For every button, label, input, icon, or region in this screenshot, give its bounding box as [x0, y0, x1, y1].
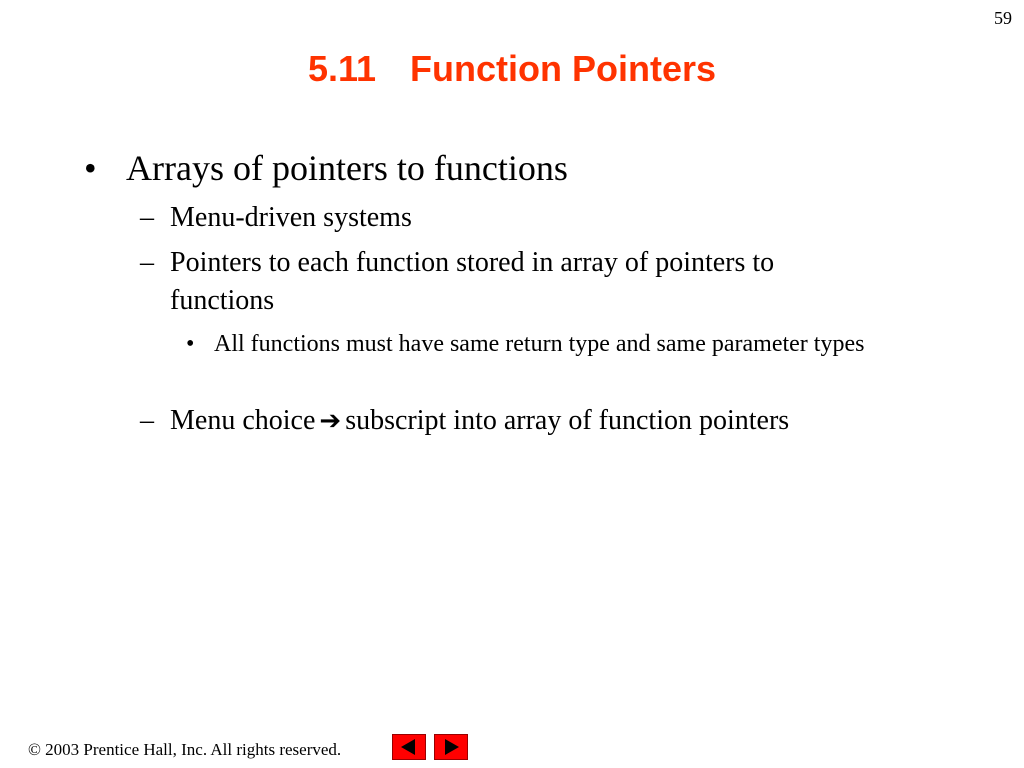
page-number: 59 [994, 8, 1012, 28]
dash-mark: – [140, 247, 154, 278]
previous-arrow-icon [393, 735, 425, 759]
bullet-level2 [140, 199, 880, 237]
subscript-text: subscript into array of function pointers [345, 405, 790, 436]
section-number: 5.11 [307, 48, 377, 89]
copyright-footer: © 2003 Prentice Hall, Inc. All rights reserved. [28, 740, 342, 759]
title-text: Function Pointers [410, 48, 717, 89]
bullet-level2 [140, 244, 880, 320]
bullet-mark: • [84, 148, 97, 188]
bullet-text: All functions must have same return type and same parameter types [214, 331, 865, 357]
slide-title [0, 48, 1024, 90]
bullet-level3 [186, 327, 926, 361]
bullet-mark: • [186, 331, 195, 357]
previous-slide-button[interactable] [392, 734, 426, 760]
bullet-text [140, 402, 880, 440]
right-arrow-icon: ➔ [319, 406, 342, 436]
menu-choice-text: Menu choice [170, 405, 316, 436]
next-arrow-icon [435, 735, 467, 759]
bullet-text: Menu-driven systems [170, 202, 412, 233]
dash-mark: – [140, 202, 154, 233]
bullet-text: Arrays of pointers to functions [126, 148, 568, 188]
bullet-text: Pointers to each function stored in array of pointers to functions [170, 247, 775, 316]
dash-mark: – [140, 405, 154, 436]
next-slide-button[interactable] [434, 734, 468, 760]
bullet-level2 [140, 402, 880, 440]
